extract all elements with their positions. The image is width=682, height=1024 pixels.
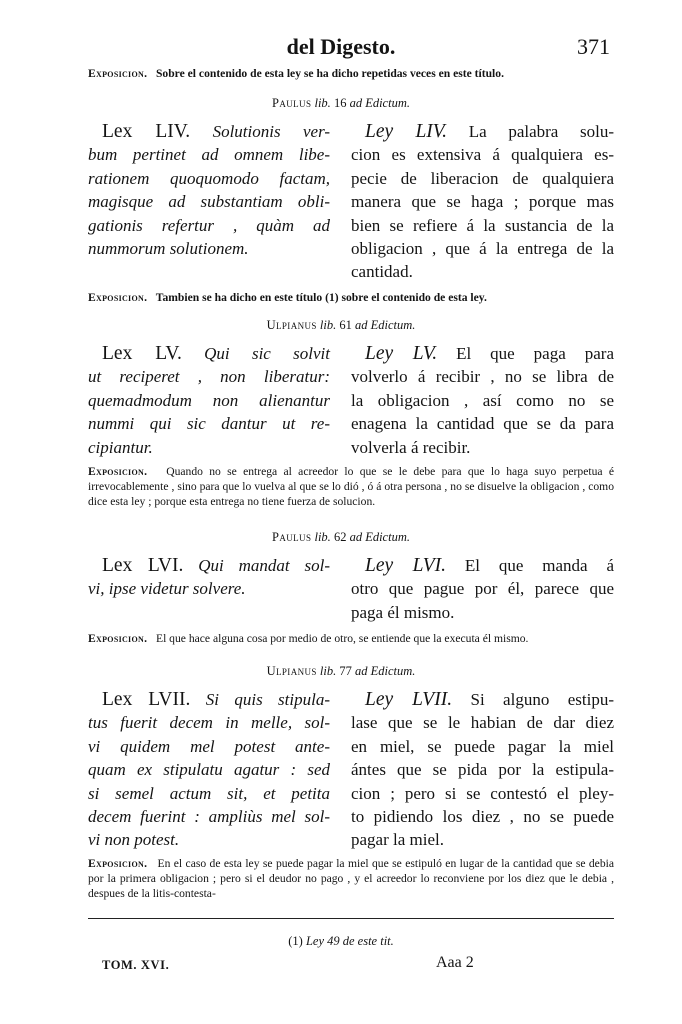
ley-number: Ley LVI. [365, 555, 447, 576]
attribution-ad: ad Edictum. [355, 318, 416, 332]
source-attribution [0, 96, 682, 111]
exposicion-label: Exposicion. [88, 291, 148, 304]
latin-line: Qui mandat sol- [198, 556, 331, 575]
spanish-text-column [351, 688, 614, 852]
exposicion-label: Exposicion. [88, 465, 148, 478]
latin-line: bum pertinet ad omnem libe- [88, 145, 330, 165]
latin-line: quemadmodum non alienantur [88, 390, 330, 410]
exposicion-label: Exposicion. [88, 857, 148, 870]
latin-line: rationem quoquomodo factam, [88, 168, 330, 188]
exposicion-label: Exposicion. [88, 67, 148, 80]
spanish-line: paga él mismo. [351, 602, 455, 622]
attribution-number: 16 [333, 96, 347, 110]
spanish-line: El que paga para [456, 344, 614, 363]
exposicion-paragraph [88, 631, 614, 646]
spanish-line: enagena la cantidad que se da para [351, 414, 614, 434]
latin-text-column [88, 120, 330, 260]
spanish-line: cion ; pero si se contestó el pley- [351, 783, 614, 803]
exposicion-text: Sobre el contenido de esta ley se ha dicho repetidas veces en este título. [155, 67, 504, 80]
spanish-line: ántes que se pida por la estipula- [351, 760, 614, 780]
attribution-ad: ad Edictum. [349, 96, 410, 110]
footnote [0, 934, 682, 949]
exposicion-text: Quando no se entrega al acreedor lo que se le debe para que lo haga suyo perpetua é irrevocablemente , sino para que lo vuelva al que se lo dió , ó á otra persona , no se disuelve la obligacion , como dice esta ley ; porque esta entrega no tiene fuerza de solucion. [88, 465, 614, 509]
source-attribution [0, 664, 682, 679]
spanish-line: cion es extensiva á qualquiera es- [351, 145, 614, 165]
spanish-line: to pidiendo los diez , no se puede [351, 807, 614, 827]
attribution-number: 62 [333, 530, 347, 544]
spanish-line: Si alguno estipu- [470, 690, 614, 709]
latin-line: cipiantur. [88, 437, 153, 457]
attribution-author: Paulus [272, 96, 312, 110]
latin-line: Si quis stipula- [205, 690, 330, 709]
exposicion-text: El que hace alguna cosa por medio de otro, se entiende que la executa él mismo. [155, 632, 529, 645]
running-head-title: del Digesto. [286, 34, 396, 59]
attribution-lib: lib. [314, 530, 331, 544]
exposicion-paragraph [88, 856, 614, 902]
attribution-author: Ulpianus [266, 318, 317, 332]
latin-line: quam ex stipulatu agatur : sed [88, 760, 330, 780]
footnote-marker: (1) [288, 934, 303, 948]
spanish-line: lase que se le habian de dar diez [351, 713, 614, 733]
attribution-lib: lib. [319, 664, 337, 678]
spanish-line: pagar la miel. [351, 830, 444, 850]
spanish-line: en miel, se puede pagar la miel [351, 736, 614, 756]
latin-text-column [88, 342, 330, 459]
attribution-ad: ad Edictum. [355, 664, 416, 678]
exposicion-paragraph [88, 66, 614, 81]
spanish-line: El que manda á [464, 556, 614, 575]
volume-label: TOM. XVI. [102, 958, 170, 972]
latin-line: si semel actum sit, et petita [88, 783, 330, 803]
page-number: 371 [577, 34, 610, 59]
spanish-line: otro que pague por él, parece que [351, 579, 614, 599]
spanish-line: La palabra solu- [468, 122, 615, 141]
exposicion-text: En el caso de esta ley se puede pagar la miel que se estipuló en lugar de la cantidad que se debia por la primera obligacion ; pero si el deudor no pago , y el acreedor lo reconviene por los diez que le debia , despues de la litis-contesta- [88, 857, 614, 901]
attribution-author: Paulus [272, 530, 312, 544]
lex-number: Lex LV. [102, 343, 182, 364]
spanish-text-column [351, 342, 614, 459]
latin-line: magisque ad substantiam obli- [88, 192, 330, 212]
spanish-line: manera que se haga ; porque mas [351, 192, 614, 212]
latin-text-column [88, 554, 330, 601]
attribution-author: Ulpianus [266, 664, 317, 678]
latin-line: vi non potest. [88, 830, 180, 850]
footnote-text: Ley 49 de este tit. [305, 934, 394, 948]
spanish-line: cantidad. [351, 262, 413, 282]
lex-number: Lex LVI. [102, 555, 184, 576]
source-attribution [0, 530, 682, 545]
spanish-text-column [351, 554, 614, 624]
exposicion-paragraph [88, 464, 614, 510]
latin-line: ut reciperet , non liberatur: [88, 367, 330, 387]
latin-line: vi, ipse videtur solvere. [88, 579, 246, 599]
spanish-line: volverlo á recibir , no se libra de [351, 367, 614, 387]
spanish-text-column [351, 120, 614, 284]
latin-line: vi quidem mel potest ante- [88, 736, 330, 756]
latin-text-column [88, 688, 330, 852]
ley-number: Ley LIV. [365, 121, 448, 142]
exposicion-label: Exposicion. [88, 632, 148, 645]
exposicion-paragraph [88, 290, 614, 305]
latin-line: nummorum solutionem. [88, 239, 249, 259]
spanish-line: obligacion , que á la entrega de la [351, 239, 614, 259]
spanish-line: la obligacion , así como no se [351, 390, 614, 410]
exposicion-text: Tambien se ha dicho en este título (1) sobre el contenido de esta ley. [155, 291, 487, 304]
latin-line: nummi qui sic dantur ut re- [88, 414, 330, 434]
signature-mark: Aaa 2 [436, 954, 474, 971]
footnote-rule [88, 918, 614, 919]
ley-number: Ley LVII. [365, 689, 453, 710]
spanish-line: volverla á recibir. [351, 437, 471, 457]
attribution-lib: lib. [319, 318, 337, 332]
ley-number: Ley LV. [365, 343, 438, 364]
lex-number: Lex LIV. [102, 121, 191, 142]
attribution-ad: ad Edictum. [349, 530, 410, 544]
source-attribution [0, 318, 682, 333]
spanish-line: bien se refiere á la sustancia de la [351, 215, 614, 235]
latin-line: decem fuerint : ampliùs mel sol- [88, 807, 330, 827]
attribution-number: 61 [339, 318, 352, 332]
attribution-number: 77 [339, 664, 352, 678]
latin-line: gationis refertur , quàm ad [88, 215, 330, 235]
attribution-lib: lib. [314, 96, 331, 110]
latin-line: tus fuerit decem in melle, sol- [88, 713, 330, 733]
spanish-line: pecie de liberacion de qualquiera [351, 168, 614, 188]
latin-line: Solutionis ver- [212, 122, 330, 141]
latin-line: Qui sic solvit [204, 344, 331, 363]
lex-number: Lex LVII. [102, 689, 191, 710]
